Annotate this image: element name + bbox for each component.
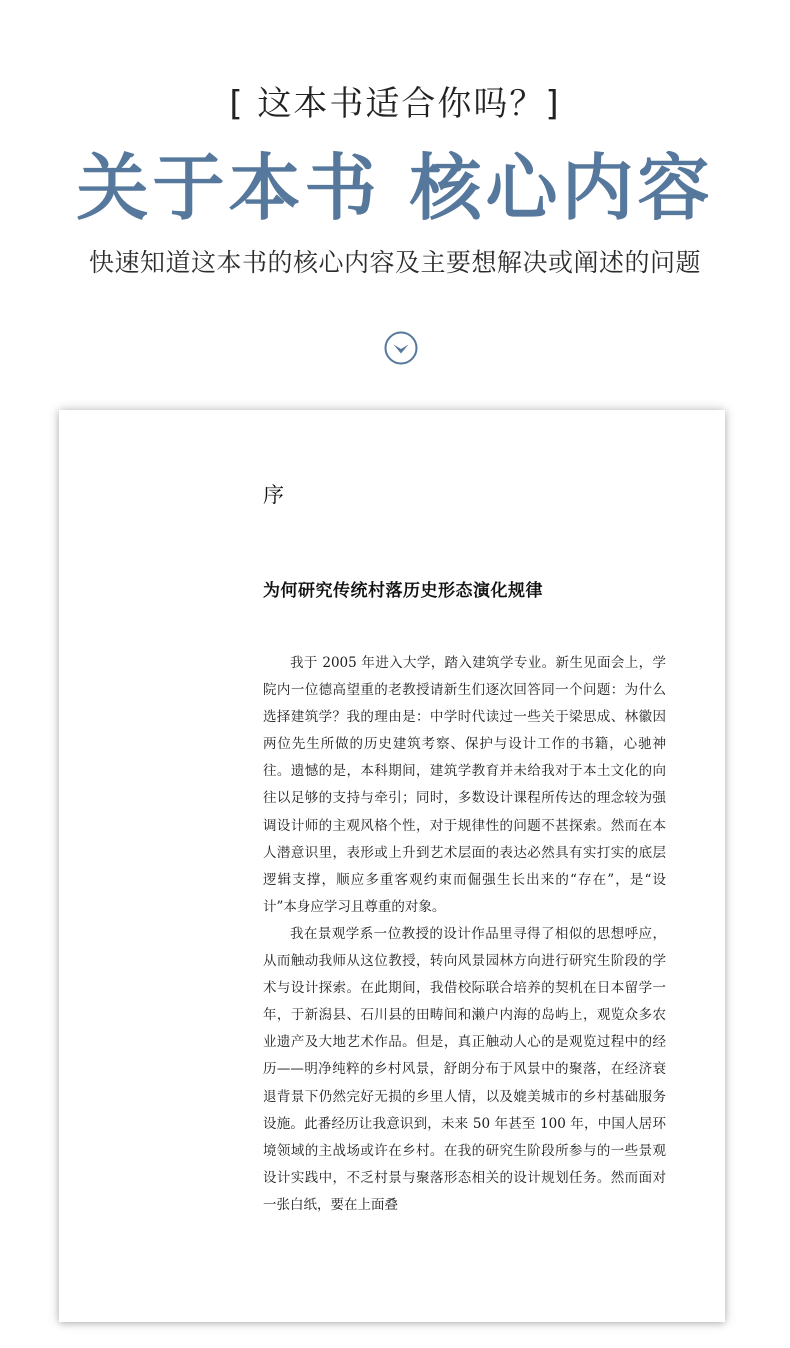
section-heading: 为何研究传统村落历史形态演化规律 <box>263 581 543 601</box>
main-title: 关于本书 核心内容 <box>76 145 714 230</box>
header-tag-line: [ 这本书适合你吗？] <box>229 84 561 124</box>
preface-body <box>263 650 666 1219</box>
chevron-down-circle-icon[interactable] <box>384 331 418 365</box>
subtitle: 快速知道这本书的核心内容及主要想解决或阐述的问题 <box>88 248 701 277</box>
paragraph-2: 我在景观学系一位教授的设计作品里寻得了相似的思想呼应，从而触动我师从这位教授，转向风景园林方向进行研究生阶段的学术与设计探索。在此期间，我借校际联合培养的契机在日本留学一年，于新潟县、石川县的田畴间和濑户内海的岛屿上，观览众多农业遗产及大地艺术作品。但是，真正触动人心的是观览过程中的经历——明净纯粹的乡村风景，舒朗分布于风景中的聚落，在经济衰退背景下仍然完好无损的乡里人情，以及媲美城市的乡村基础服务设施。此番经历让我意识到，未来 50 年甚至 100 年，中国人居环境领域的主战场或许在乡村。在我的研究生阶段所参与的一些景观设计实践中，不乏村景与聚落形态相关的设计规划任务。然而面对一张白纸，要在上面叠 <box>263 925 666 1213</box>
paragraph-1: 我于 2005 年进入大学，踏入建筑学专业。新生见面会上，学院内一位德高望重的老教授请新生们逐次回答同一个问题：为什么选择建筑学？我的理由是：中学时代读过一些关于梁思成、林徽因两位先生所做的历史建筑考察、保护与设计工作的书籍，心驰神往。遗憾的是，本科期间，建筑学教育并未给我对于本土文化的向往以足够的支持与牵引；同时，多数设计课程所传达的理念较为强调设计师的主观风格个性，对于规律性的问题不甚探索。然而在本人潜意识里，表形或上升到艺术层面的表达必然具有实打实的底层逻辑支撑，顺应多重客观约束而倔强生长出来的“存在”，是“设计”本身应学习且尊重的对象。 <box>263 655 666 915</box>
preface-title: 序 <box>263 483 284 507</box>
